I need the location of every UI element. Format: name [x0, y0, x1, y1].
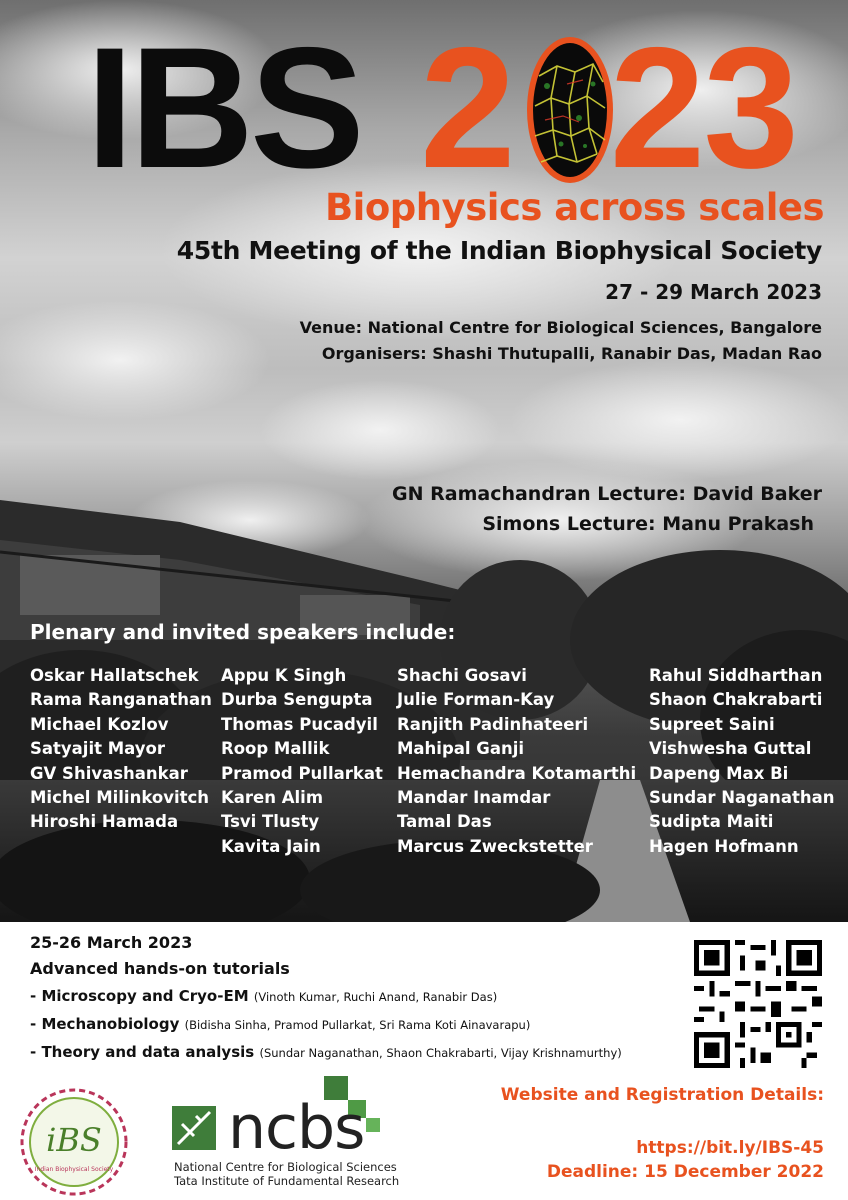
speaker-name: Oskar Hallatschek	[30, 666, 199, 685]
speaker-name: Hemachandra Kotamarthi	[397, 763, 637, 783]
organisers: Organisers: Shashi Thutupalli, Ranabir Das, Madan Rao	[321, 344, 822, 363]
ibs-society-logo	[14, 1085, 134, 1200]
speaker-name: GV Shivashankar	[30, 763, 188, 783]
speaker-column-1	[30, 664, 212, 835]
cell-micrograph-icon	[527, 36, 613, 184]
conference-theme: Biophysics across scales	[324, 186, 824, 229]
meeting-title: 45th Meeting of the Indian Biophysical Society	[176, 236, 822, 265]
speaker-name: Michel Milinkovitch	[30, 788, 210, 808]
speaker-name: Rama Ranganathan	[30, 690, 212, 710]
lecture-simons: Simons Lecture: Manu Prakash	[482, 513, 814, 535]
speaker-name: Marcus Zweckstetter	[397, 836, 593, 856]
venue: Venue: National Centre for Biological Sciences, Bangalore	[299, 318, 822, 337]
speaker-name: Thomas Pucadyil	[221, 714, 378, 734]
tutorial-tutors: (Vinoth Kumar, Ruchi Anand, Ranabir Das)	[253, 990, 498, 1004]
speaker-name: Karen Alim	[221, 788, 324, 808]
speaker-name: Mahipal Ganji	[397, 739, 525, 759]
event-logo-word: IBS	[86, 12, 361, 204]
speaker-name: Supreet Saini	[649, 714, 775, 734]
speaker-name: Hiroshi Hamada	[30, 812, 179, 832]
speaker-name: Kavita Jain	[221, 836, 321, 856]
speaker-name: Tsvi Tlusty	[221, 812, 320, 832]
speaker-column-3	[397, 664, 636, 859]
speaker-name: Pramod Pullarkat	[221, 763, 383, 783]
speaker-name: Shaon Chakrabarti	[649, 690, 823, 710]
speaker-column-4	[649, 664, 835, 859]
speaker-name: Sudipta Maiti	[649, 812, 774, 832]
speaker-column-2	[221, 664, 383, 859]
tutorial-item	[30, 1043, 622, 1061]
lecture-gn-ramachandran: GN Ramachandran Lecture: David Baker	[392, 483, 822, 505]
speaker-name: Dapeng Max Bi	[649, 763, 789, 783]
speaker-name: Vishwesha Guttal	[649, 739, 812, 759]
tutorial-tutors: (Bidisha Sinha, Pramod Pullarkat, Sri Rama Koti Ainavarapu)	[184, 1018, 531, 1032]
speaker-name: Michael Kozlov	[30, 714, 169, 734]
speaker-name: Roop Mallik	[221, 739, 330, 759]
ibs-logo-text: Indian Biophysical Society	[34, 1166, 114, 1173]
registration-link[interactable]: https://bit.ly/IBS-45	[636, 1138, 824, 1158]
ibs-logo-mark: iBS	[46, 1121, 102, 1159]
tutorial-item	[30, 987, 497, 1005]
speaker-name: Ranjith Padinhateeri	[397, 714, 589, 734]
tutorial-dates: 25-26 March 2023	[30, 933, 193, 952]
tutorial-item	[30, 1015, 530, 1033]
event-year: 2 23	[420, 12, 797, 204]
tutorial-topic: - Mechanobiology	[30, 1015, 180, 1033]
speaker-name: Sundar Naganathan	[649, 788, 835, 808]
ncbs-name-line: National Centre for Biological Sciences	[174, 1160, 397, 1174]
speaker-name: Hagen Hofmann	[649, 836, 799, 856]
registration-heading: Website and Registration Details:	[500, 1085, 824, 1105]
tutorial-topic: - Theory and data analysis	[30, 1043, 255, 1061]
speaker-name: Shachi Gosavi	[397, 666, 527, 685]
meeting-dates: 27 - 29 March 2023	[605, 280, 822, 304]
speaker-name: Tamal Das	[397, 812, 492, 832]
speaker-name: Satyajit Mayor	[30, 739, 166, 759]
ncbs-wordmark: ncbs	[228, 1093, 365, 1163]
ncbs-affiliation-line: Tata Institute of Fundamental Research	[174, 1174, 400, 1188]
qr-code[interactable]	[694, 940, 822, 1068]
speaker-name: Appu K Singh	[221, 666, 347, 685]
speaker-name: Rahul Siddharthan	[649, 666, 823, 685]
speaker-name: Durba Sengupta	[221, 690, 373, 710]
registration-deadline: Deadline: 15 December 2022	[546, 1162, 824, 1182]
speaker-name: Julie Forman-Kay	[397, 690, 555, 710]
tutorial-tutors: (Sundar Naganathan, Shaon Chakrabarti, Vijay Krishnamurthy)	[259, 1046, 622, 1060]
speakers-heading: Plenary and invited speakers include:	[30, 620, 456, 644]
tutorial-topic: - Microscopy and Cryo-EM	[30, 987, 249, 1005]
speaker-name: Mandar Inamdar	[397, 788, 551, 808]
tutorial-heading: Advanced hands-on tutorials	[30, 959, 290, 978]
